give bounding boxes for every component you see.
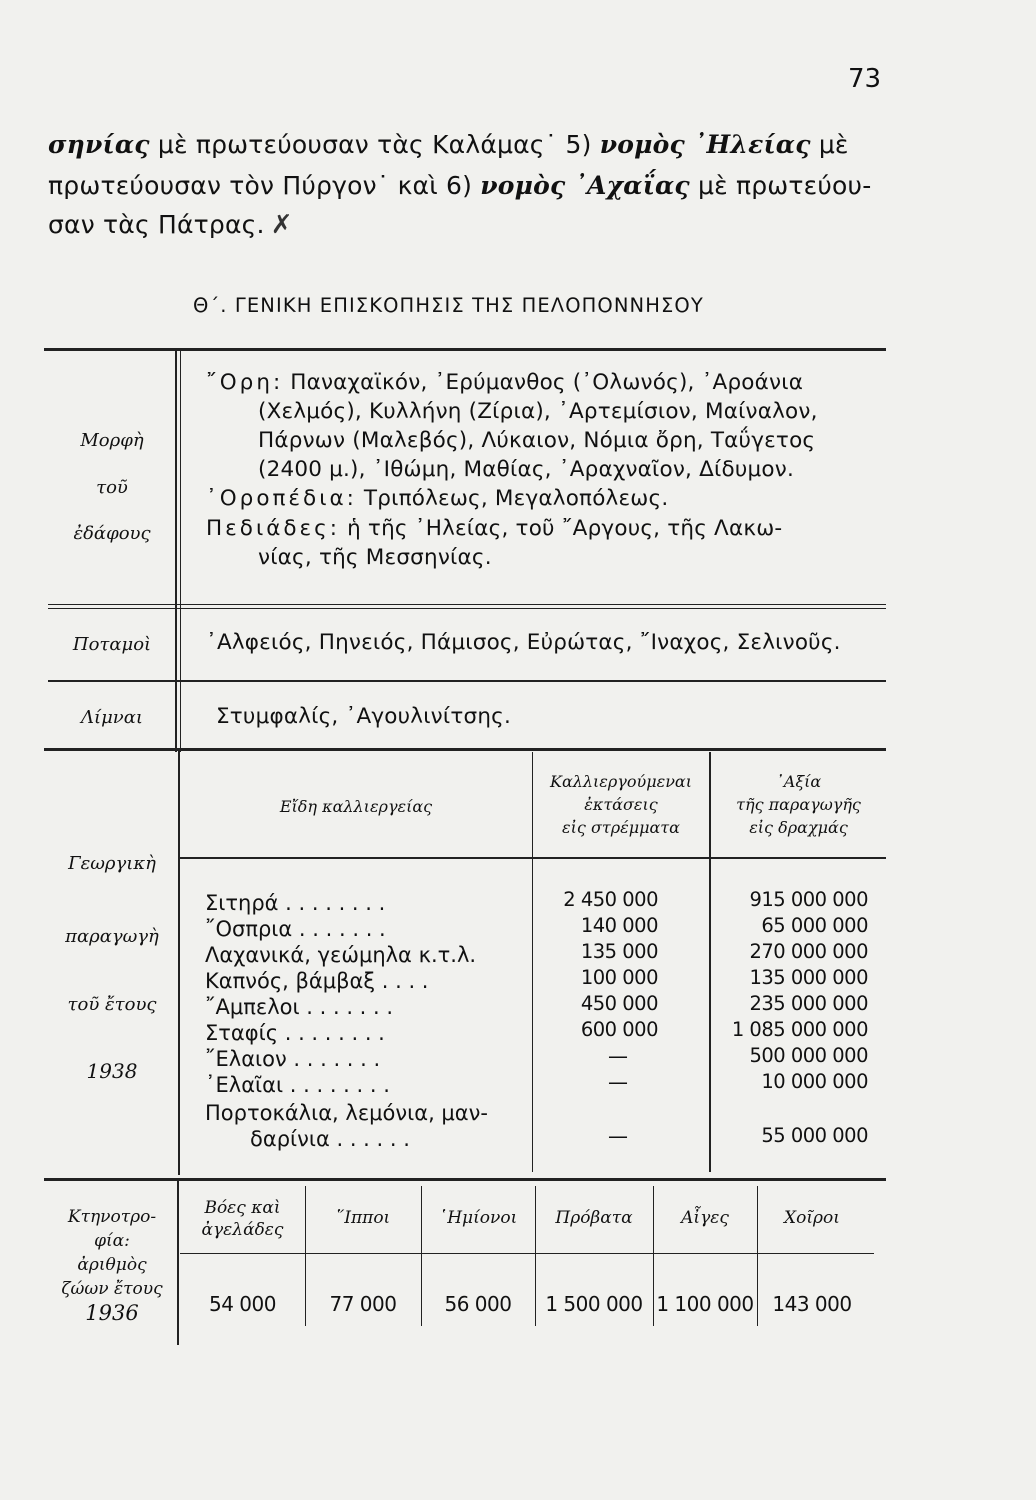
row-rule-1b (48, 608, 886, 609)
morphi-line-2: (Χελμός), Κυλλήνη (Ζίρια), ᾿Αρτεμίσιον, Μαίναλον, (258, 399, 818, 424)
agri-row-value: 235 000 000 (749, 992, 868, 1015)
agri-row-crop: δαρίνια . . . . . . (250, 1127, 410, 1151)
morphi-line-1 (206, 370, 803, 395)
agri-row-area: 135 000 (580, 940, 658, 963)
livestock-value: 1 100 000 (656, 1292, 754, 1316)
agri-row-crop: ῎Ελαιον . . . . . . . (205, 1047, 381, 1071)
row-rule-3 (44, 748, 886, 751)
agri-row-value: 270 000 000 (749, 940, 868, 963)
agri-row-value: 10 000 000 (761, 1070, 868, 1093)
morphi-line-5 (206, 486, 668, 511)
table-top-rule (44, 348, 886, 351)
livestock-top-rule (44, 1178, 886, 1181)
agri-row-area: 600 000 (580, 1018, 658, 1041)
label-column-rule-b (180, 348, 181, 752)
agri-header-area-3: εἰς στρέμματα (562, 818, 680, 837)
morphi-line-7: νίας, τῆς Μεσσηνίας. (258, 545, 492, 570)
potamoi-label: Ποταμοὶ (72, 634, 152, 655)
agri-label-2: παραγωγὴ (65, 926, 159, 947)
section-title: Θ΄. ΓΕΝΙΚΗ ΕΠΙΣΚΟΠΗΣΙΣ ΤΗΣ ΠΕΛΟΠΟΝΝΗΣΟΥ (193, 294, 704, 317)
livestock-label-year: 1936 (85, 1301, 139, 1325)
livestock-header (181, 1197, 304, 1241)
agri-header-crop: Εἴδη καλλιεργείας (279, 797, 433, 816)
livestock-value: 143 000 (772, 1292, 852, 1316)
agri-label-1: Γεωργικὴ (68, 853, 156, 874)
agri-row-value: 1 085 000 000 (731, 1018, 868, 1041)
livestock-header-rule (180, 1253, 874, 1254)
morphi-term-oropedia: ᾿Οροπέδια: (206, 486, 357, 511)
agri-header-value (711, 770, 886, 839)
row-rule-1a (48, 604, 886, 605)
livestock-label-1: Κτηνοτρο- (67, 1207, 157, 1227)
agri-label-year: 1938 (86, 1059, 138, 1083)
livestock-header: Χοῖροι (784, 1208, 840, 1228)
agri-row-area: — (608, 1044, 628, 1068)
agri-row-crop: Σταφίς . . . . . . . . (205, 1021, 385, 1045)
agri-row-crop: Πορτοκάλια, λεμόνια, μαν- (205, 1101, 488, 1125)
label-column-rule-a (175, 348, 177, 752)
potamoi-text: ᾿Αλφειός, Πηνειός, Πάμισος, Εὐρώτας, ῎Ιναχος, Σελινοῦς. (206, 630, 841, 655)
agri-row-crop: Καπνός, βάμβαξ . . . . (205, 969, 429, 993)
agri-row-crop: Σιτηρά . . . . . . . . (205, 891, 386, 915)
page-number: 73 (848, 64, 882, 94)
agri-header-value-2: τῆς παραγωγῆς (736, 795, 861, 814)
agri-row-crop: ῎Αμπελοι . . . . . . . (205, 995, 394, 1019)
morphi-label-1: Μορφὴ (80, 430, 144, 451)
intro-line-2-a: πρωτεύουσαν τὸν Πύργον˙ καὶ 6) (48, 171, 481, 200)
agri-row-area: — (608, 1070, 628, 1094)
morphi-line-6 (206, 516, 782, 541)
limnai-label: Λίμναι (81, 707, 143, 728)
agri-row-crop: ᾿Ελαῖαι . . . . . . . . (205, 1073, 390, 1097)
intro-line-2-b: νομὸς ᾿Αχαΐας (480, 171, 690, 200)
morphi-term-ori: ῎Ορη: (206, 370, 284, 395)
intro-line-1 (48, 130, 849, 159)
agri-row-value: 500 000 000 (749, 1044, 868, 1067)
agri-header-rule (180, 857, 886, 859)
livestock-label-3: ἀριθμὸς (77, 1255, 147, 1275)
morphi-text-6: ἡ τῆς ᾿Ηλείας, τοῦ ῎Αργους, τῆς Λακω- (340, 516, 783, 541)
handwritten-x-mark-icon: ✗ (270, 210, 293, 240)
agri-header-area-1: Καλλιεργούμεναι (549, 772, 692, 791)
livestock-label (47, 1205, 177, 1325)
agri-row-area: 140 000 (580, 914, 658, 937)
livestock-header: ῾Ημίονοι (438, 1208, 518, 1228)
agri-row-value: 55 000 000 (761, 1124, 868, 1147)
morphi-label-2: τοῦ (96, 477, 128, 498)
agri-row-value: 135 000 000 (749, 966, 868, 989)
intro-line-1-b: μὲ πρωτεύουσαν τὰς Καλάμας˙ 5) (149, 130, 600, 159)
intro-line-1-c: νομὸς ᾿Ηλείας (599, 130, 811, 159)
livestock-label-4: ζώων ἔτους (61, 1279, 163, 1299)
livestock-value: 56 000 (444, 1292, 512, 1316)
agri-label-3: τοῦ ἔτους (67, 994, 157, 1015)
agri-label-column-rule (178, 750, 180, 1175)
agri-row-value: 65 000 000 (761, 914, 868, 937)
livestock-header: Αἶγες (681, 1208, 729, 1228)
livestock-value: 77 000 (329, 1292, 397, 1316)
agri-row-crop: Λαχανικά, γεώμηλα κ.τ.λ. (205, 943, 477, 967)
livestock-header-line: Βόες καὶ (204, 1198, 281, 1218)
livestock-header: ῞Ιπποι (335, 1208, 391, 1228)
agri-header-value-1: ᾿Αξία (775, 772, 822, 791)
intro-line-2 (48, 171, 871, 200)
morphi-text-5: Τριπόλεως, Μεγαλοπόλεως. (356, 486, 669, 511)
agri-row-area: 450 000 (580, 992, 658, 1015)
intro-line-3-a: σαν τὰς Πάτρας. (48, 210, 265, 239)
agri-row-area: 100 000 (580, 966, 658, 989)
morphi-line-4: (2400 μ.), ᾿Ιθώμη, Μαθίας, ᾿Αραχναῖον, Δίδυμον. (258, 457, 794, 482)
livestock-value: 1 500 000 (545, 1292, 643, 1316)
morphi-label-3: ἐδάφους (73, 523, 151, 544)
livestock-value: 54 000 (209, 1292, 276, 1316)
agri-header-value-3: εἰς δραχμάς (749, 818, 848, 837)
agri-row-crop: ῎Οσπρια . . . . . . . (205, 917, 386, 941)
intro-line-1-d: μὲ (810, 130, 849, 159)
limnai-text: Στυμφαλίς, ᾿Αγουλινίτσης. (216, 704, 511, 729)
intro-line-1-a: σηνίας (48, 130, 150, 159)
agri-header-area (533, 770, 709, 839)
livestock-header-line: ἀγελάδες (201, 1220, 284, 1240)
morphi-term-pediades: Πεδιάδες: (206, 516, 341, 541)
morphi-line-3: Πάρνων (Μαλεβός), Λύκαιον, Νόμια ὄρη, Ταΰγετος (258, 428, 816, 453)
livestock-label-2: φία: (94, 1231, 130, 1251)
row-rule-2 (48, 680, 886, 682)
intro-line-2-c: μὲ πρωτεύου- (689, 171, 872, 200)
livestock-label-column-rule (177, 1180, 179, 1345)
agri-header-area-2: ἐκτάσεις (584, 795, 658, 814)
agri-row-area: — (608, 1124, 628, 1148)
morphi-text-1: Παναχαϊκόν, ᾿Ερύμανθος (᾿Ολωνός), ᾿Αροάνια (283, 370, 804, 395)
livestock-header: Πρόβατα (555, 1208, 633, 1228)
agri-row-value: 915 000 000 (749, 888, 868, 911)
agri-row-area: 2 450 000 (563, 888, 658, 911)
intro-line-3 (48, 210, 293, 240)
